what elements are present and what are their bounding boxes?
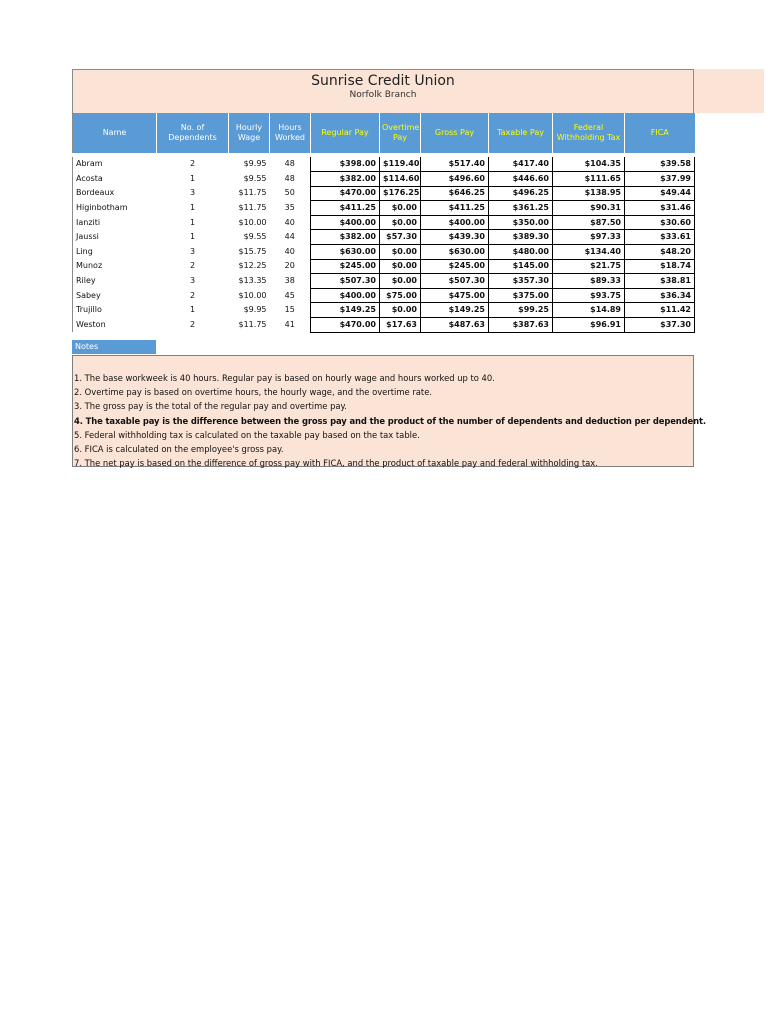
cell-regular-pay[interactable]: $149.25: [311, 303, 380, 318]
cell-hourly-wage[interactable]: $11.75: [238, 188, 267, 198]
cell-taxable-pay[interactable]: $389.30: [489, 230, 553, 245]
header-taxable-pay[interactable]: Taxable Pay: [489, 113, 553, 153]
cell-hourly-wage[interactable]: $10.00: [238, 290, 267, 300]
cell-overtime-pay[interactable]: $0.00: [380, 303, 421, 318]
cell-overtime-pay[interactable]: $0.00: [380, 245, 421, 260]
note-1: 1. The base workweek is 40 hours. Regular pay is based on hourly wage and hours worked up to 40.: [74, 373, 495, 383]
cell-hours-worked[interactable]: 44: [284, 232, 295, 242]
cell-gross-pay[interactable]: $630.00: [421, 245, 489, 260]
header-overtime-pay[interactable]: Overtime Pay: [380, 113, 421, 153]
sheet-subtitle: Norfolk Branch: [349, 90, 417, 100]
cell-fica[interactable]: $33.61: [625, 230, 695, 245]
cell-fica[interactable]: $38.81: [625, 274, 695, 289]
payroll-table: [72, 113, 695, 333]
cell-name[interactable]: Sabey: [73, 288, 157, 303]
cell-dependents[interactable]: 3: [189, 188, 196, 198]
cell-dependents[interactable]: 1: [189, 217, 196, 227]
cell-hourly-wage[interactable]: $10.00: [238, 217, 267, 227]
cell-hours-worked[interactable]: 40: [284, 217, 295, 227]
cell-dependents[interactable]: 2: [189, 159, 196, 169]
note-7: 7. The net pay is based on the difference of gross pay with FICA, and the product of taxable pay and federal withholding tax.: [74, 458, 598, 469]
notes-label[interactable]: Notes: [72, 340, 156, 354]
cell-name[interactable]: Ling: [73, 245, 157, 260]
cell-dependents[interactable]: 2: [189, 290, 196, 300]
table-row: [73, 157, 695, 172]
cell-name[interactable]: Riley: [73, 274, 157, 289]
cell-overtime-pay[interactable]: $0.00: [380, 274, 421, 289]
cell-name[interactable]: Abram: [73, 157, 157, 172]
cell-overtime-pay[interactable]: $0.00: [380, 201, 421, 216]
cell-gross-pay[interactable]: $646.25: [421, 186, 489, 201]
cell-gross-pay[interactable]: $245.00: [421, 259, 489, 274]
cell-taxable-pay[interactable]: $350.00: [489, 215, 553, 230]
table-row: [73, 303, 695, 318]
cell-federal-tax[interactable]: $90.31: [553, 201, 625, 216]
cell-federal-tax[interactable]: $87.50: [553, 215, 625, 230]
cell-overtime-pay[interactable]: $114.60: [380, 172, 421, 187]
cell-regular-pay[interactable]: $470.00: [311, 186, 380, 201]
cell-taxable-pay[interactable]: $375.00: [489, 288, 553, 303]
cell-fica[interactable]: $18.74: [625, 259, 695, 274]
cell-fica[interactable]: $37.30: [625, 318, 695, 333]
cell-fica[interactable]: $39.58: [625, 157, 695, 172]
cell-hours-worked[interactable]: 35: [284, 203, 295, 213]
cell-regular-pay[interactable]: $411.25: [311, 201, 380, 216]
cell-taxable-pay[interactable]: $357.30: [489, 274, 553, 289]
cell-hourly-wage[interactable]: $9.95: [243, 159, 267, 169]
cell-dependents[interactable]: 1: [189, 173, 196, 183]
cell-fica[interactable]: $30.60: [625, 215, 695, 230]
cell-regular-pay[interactable]: $382.00: [311, 172, 380, 187]
cell-federal-tax[interactable]: $21.75: [553, 259, 625, 274]
cell-gross-pay[interactable]: $475.00: [421, 288, 489, 303]
cell-gross-pay[interactable]: $496.60: [421, 172, 489, 187]
cell-gross-pay[interactable]: $411.25: [421, 201, 489, 216]
cell-hourly-wage[interactable]: $11.75: [238, 203, 267, 213]
cell-regular-pay[interactable]: $400.00: [311, 215, 380, 230]
note-2: 2. Overtime pay is based on overtime hours, the hourly wage, and the overtime rate.: [74, 387, 433, 398]
cell-hours-worked[interactable]: 45: [284, 290, 295, 300]
note-6: 6. FICA is calculated on the employee's gross pay.: [74, 444, 284, 455]
cell-overtime-pay[interactable]: $17.63: [380, 318, 421, 333]
cell-taxable-pay[interactable]: $145.00: [489, 259, 553, 274]
cell-overtime-pay[interactable]: $0.00: [380, 259, 421, 274]
header-fica[interactable]: FICA: [625, 113, 695, 153]
cell-hours-worked[interactable]: 38: [284, 276, 295, 286]
header-hourly-wage[interactable]: Hourly Wage: [229, 113, 270, 153]
cell-hourly-wage[interactable]: $15.75: [238, 246, 267, 256]
cell-federal-tax[interactable]: $134.40: [553, 245, 625, 260]
cell-gross-pay[interactable]: $517.40: [421, 157, 489, 172]
table-row: [73, 288, 695, 303]
cell-regular-pay[interactable]: $400.00: [311, 288, 380, 303]
cell-regular-pay[interactable]: $470.00: [311, 318, 380, 333]
cell-federal-tax[interactable]: $14.89: [553, 303, 625, 318]
cell-hours-worked[interactable]: 50: [284, 188, 295, 198]
cell-hourly-wage[interactable]: $13.35: [238, 276, 267, 286]
cell-overtime-pay[interactable]: $176.25: [380, 186, 421, 201]
cell-taxable-pay[interactable]: $361.25: [489, 201, 553, 216]
cell-overtime-pay[interactable]: $119.40: [380, 157, 421, 172]
header-dependents[interactable]: No. of Dependents: [157, 113, 229, 153]
cell-hours-worked[interactable]: 48: [284, 159, 295, 169]
cell-hours-worked[interactable]: 40: [284, 246, 295, 256]
cell-hourly-wage[interactable]: $9.95: [243, 305, 267, 315]
cell-hourly-wage[interactable]: $12.25: [238, 261, 267, 271]
cell-name[interactable]: Trujillo: [73, 303, 157, 318]
cell-fica[interactable]: $11.42: [625, 303, 695, 318]
cell-hours-worked[interactable]: 48: [284, 173, 295, 183]
cell-fica[interactable]: $31.46: [625, 201, 695, 216]
cell-hours-worked[interactable]: 15: [284, 305, 295, 315]
payroll-body: [73, 153, 695, 332]
cell-regular-pay[interactable]: $245.00: [311, 259, 380, 274]
cell-fica[interactable]: $49.44: [625, 186, 695, 201]
cell-hours-worked[interactable]: 20: [284, 261, 295, 271]
cell-federal-tax[interactable]: $97.33: [553, 230, 625, 245]
table-row: [73, 245, 695, 260]
note-3: 3. The gross pay is the total of the regular pay and overtime pay.: [74, 401, 347, 412]
cell-name[interactable]: Higinbotham: [73, 201, 157, 216]
cell-federal-tax[interactable]: $111.65: [553, 172, 625, 187]
cell-dependents[interactable]: 3: [189, 276, 196, 286]
cell-dependents[interactable]: 1: [189, 232, 196, 242]
cell-gross-pay[interactable]: $400.00: [421, 215, 489, 230]
cell-fica[interactable]: $48.20: [625, 245, 695, 260]
table-row: [73, 259, 695, 274]
table-row: [73, 318, 695, 333]
cell-taxable-pay[interactable]: $496.25: [489, 186, 553, 201]
cell-regular-pay[interactable]: $398.00: [311, 157, 380, 172]
cell-overtime-pay[interactable]: $75.00: [380, 288, 421, 303]
header-gross-pay[interactable]: Gross Pay: [421, 113, 489, 153]
header-federal-tax[interactable]: Federal Withholding Tax: [553, 113, 625, 153]
cell-hourly-wage[interactable]: $9.55: [243, 232, 267, 242]
cell-hourly-wage[interactable]: $11.75: [238, 319, 267, 329]
sheet-title: Sunrise Credit Union: [311, 73, 455, 89]
cell-fica[interactable]: $36.34: [625, 288, 695, 303]
cell-dependents[interactable]: 2: [189, 261, 196, 271]
cell-dependents[interactable]: 2: [189, 319, 196, 329]
header-name[interactable]: Name: [73, 113, 157, 153]
cell-federal-tax[interactable]: $138.95: [553, 186, 625, 201]
cell-name[interactable]: Ianziti: [73, 215, 157, 230]
cell-federal-tax[interactable]: $93.75: [553, 288, 625, 303]
cell-overtime-pay[interactable]: $0.00: [380, 215, 421, 230]
cell-name[interactable]: Munoz: [73, 259, 157, 274]
note-4: 4. The taxable pay is the difference between the gross pay and the product of the number of dependents and deduction per dependent.: [74, 415, 706, 426]
cell-name[interactable]: Weston: [73, 318, 157, 333]
cell-federal-tax[interactable]: $89.33: [553, 274, 625, 289]
note-5: 5. Federal withholding tax is calculated on the taxable pay based on the tax table.: [74, 429, 420, 440]
cell-gross-pay[interactable]: $149.25: [421, 303, 489, 318]
cell-dependents[interactable]: 1: [189, 203, 196, 213]
table-row: [73, 172, 695, 187]
header-row: [73, 113, 695, 153]
cell-hourly-wage[interactable]: $9.55: [243, 173, 267, 183]
cell-gross-pay[interactable]: $487.63: [421, 318, 489, 333]
title-cell[interactable]: [72, 69, 694, 113]
table-row: [73, 274, 695, 289]
cell-name[interactable]: Jaussi: [73, 230, 157, 245]
cell-regular-pay[interactable]: $382.00: [311, 230, 380, 245]
header-regular-pay[interactable]: Regular Pay: [311, 113, 380, 153]
cell-dependents[interactable]: 3: [189, 246, 196, 256]
cell-name[interactable]: Acosta: [73, 172, 157, 187]
cell-gross-pay[interactable]: $439.30: [421, 230, 489, 245]
cell-overtime-pay[interactable]: $57.30: [380, 230, 421, 245]
cell-taxable-pay[interactable]: $446.60: [489, 172, 553, 187]
cell-taxable-pay[interactable]: $417.40: [489, 157, 553, 172]
cell-taxable-pay[interactable]: $480.00: [489, 245, 553, 260]
cell-hours-worked[interactable]: 41: [284, 319, 295, 329]
cell-gross-pay[interactable]: $507.30: [421, 274, 489, 289]
table-row: [73, 215, 695, 230]
cell-federal-tax[interactable]: $104.35: [553, 157, 625, 172]
cell-regular-pay[interactable]: $507.30: [311, 274, 380, 289]
cell-federal-tax[interactable]: $96.91: [553, 318, 625, 333]
table-row: [73, 230, 695, 245]
notes-box[interactable]: [72, 355, 706, 469]
cell-dependents[interactable]: 1: [189, 305, 196, 315]
cell-fica[interactable]: $37.99: [625, 172, 695, 187]
cell-taxable-pay[interactable]: $387.63: [489, 318, 553, 333]
cell-name[interactable]: Bordeaux: [73, 186, 157, 201]
cell-taxable-pay[interactable]: $99.25: [489, 303, 553, 318]
table-row: [73, 201, 695, 216]
cell-regular-pay[interactable]: $630.00: [311, 245, 380, 260]
table-row: [73, 186, 695, 201]
header-hours-worked[interactable]: Hours Worked: [270, 113, 311, 153]
